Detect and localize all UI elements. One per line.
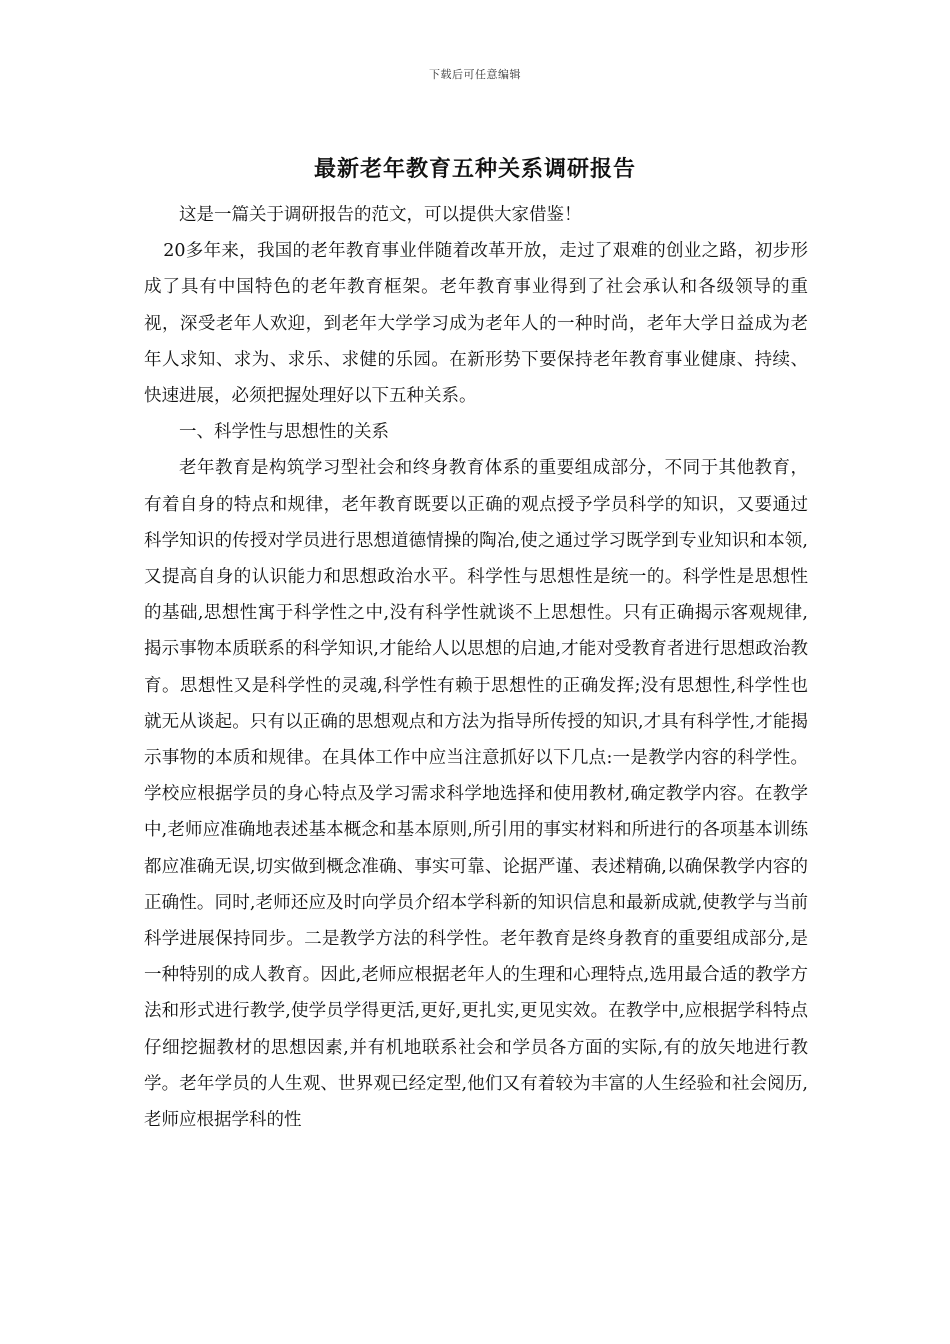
- intro-paragraph: 这是一篇关于调研报告的范文，可以提供大家借鉴！: [179, 205, 582, 225]
- overview-paragraph: 20多年来，我国的老年教育事业伴随着改革开放，走过了艰难的创业之路，初步形成了具有中国特色的老年教育框架。老年教育事业得到了社会承认和各级领导的重视，深受老年人欢迎，到老年大学学习成为老年人的一种时尚，老年大学日益成为老年人求知、求为、求乐、求健的乐园。在新形势下要保持老年教育事业健康、持续、快速进展，必须把握处理好以下五种关系。: [144, 241, 808, 407]
- section-heading: 一、科学性与思想性的关系: [179, 422, 389, 443]
- section-paragraph: 老年教育是构筑学习型社会和终身教育体系的重要组成部分，不同于其他教育，有着自身的特点和规律，老年教育既要以正确的观点授予学员科学的知识，又要通过科学知识的传授对学员进行思想道德情操的陶冶,使之通过学习既学到专业知识和本领,又提高自身的认识能力和思想政治水平。科学性与思想性是统一的。科学性是思想性的基础,思想性寓于科学性之中,没有科学性就谈不上思想性。只有正确揭示客观规律,揭示事物本质联系的科学知识,才能给人以思想的启迪,才能对受教育者进行思想政治教育。思想性又是科学性的灵魂,科学性有赖于思想性的正确发挥;没有思想性,科学性也就无从谈起。只有以正确的思想观点和方法为指导所传授的知识,才具有科学性,才能揭示事物的本质和规律。在具体工作中应当注意抓好以下几点:一是教学内容的科学性。学校应根据学员的身心特点及学习需求科学地选择和使用教材,确定教学内容。在教学中,老师应准确地表述基本概念和基本原则,所引用的事实材料和所进行的各项基本训练都应准确无误,切实做到概念准确、事实可靠、论据严谨、表述精确,以确保教学内容的正确性。同时,老师还应及时向学员介绍本学科新的知识信息和最新成就,使教学与当前科学进展保持同步。二是教学方法的科学性。老年教育是终身教育的重要组成部分,是一种特别的成人教育。因此,老师应根据老年人的生理和心理特点,选用最合适的教学方法和形式进行教学,使学员学得更活,更好,更扎实,更见实效。在教学中,应根据学科特点仔细挖掘教材的思想因素,并有机地联系社会和学员各方面的实际,有的放矢地进行教学。老年学员的人生观、世界观已经定型,他们又有着较为丰富的人生经验和社会阅历,老师应根据学科的性: [144, 458, 808, 1131]
- document-title: 最新老年教育五种关系调研报告: [313, 156, 636, 182]
- document-body: [144, 197, 808, 1138]
- header-note: 下载后可任意编辑: [429, 68, 521, 81]
